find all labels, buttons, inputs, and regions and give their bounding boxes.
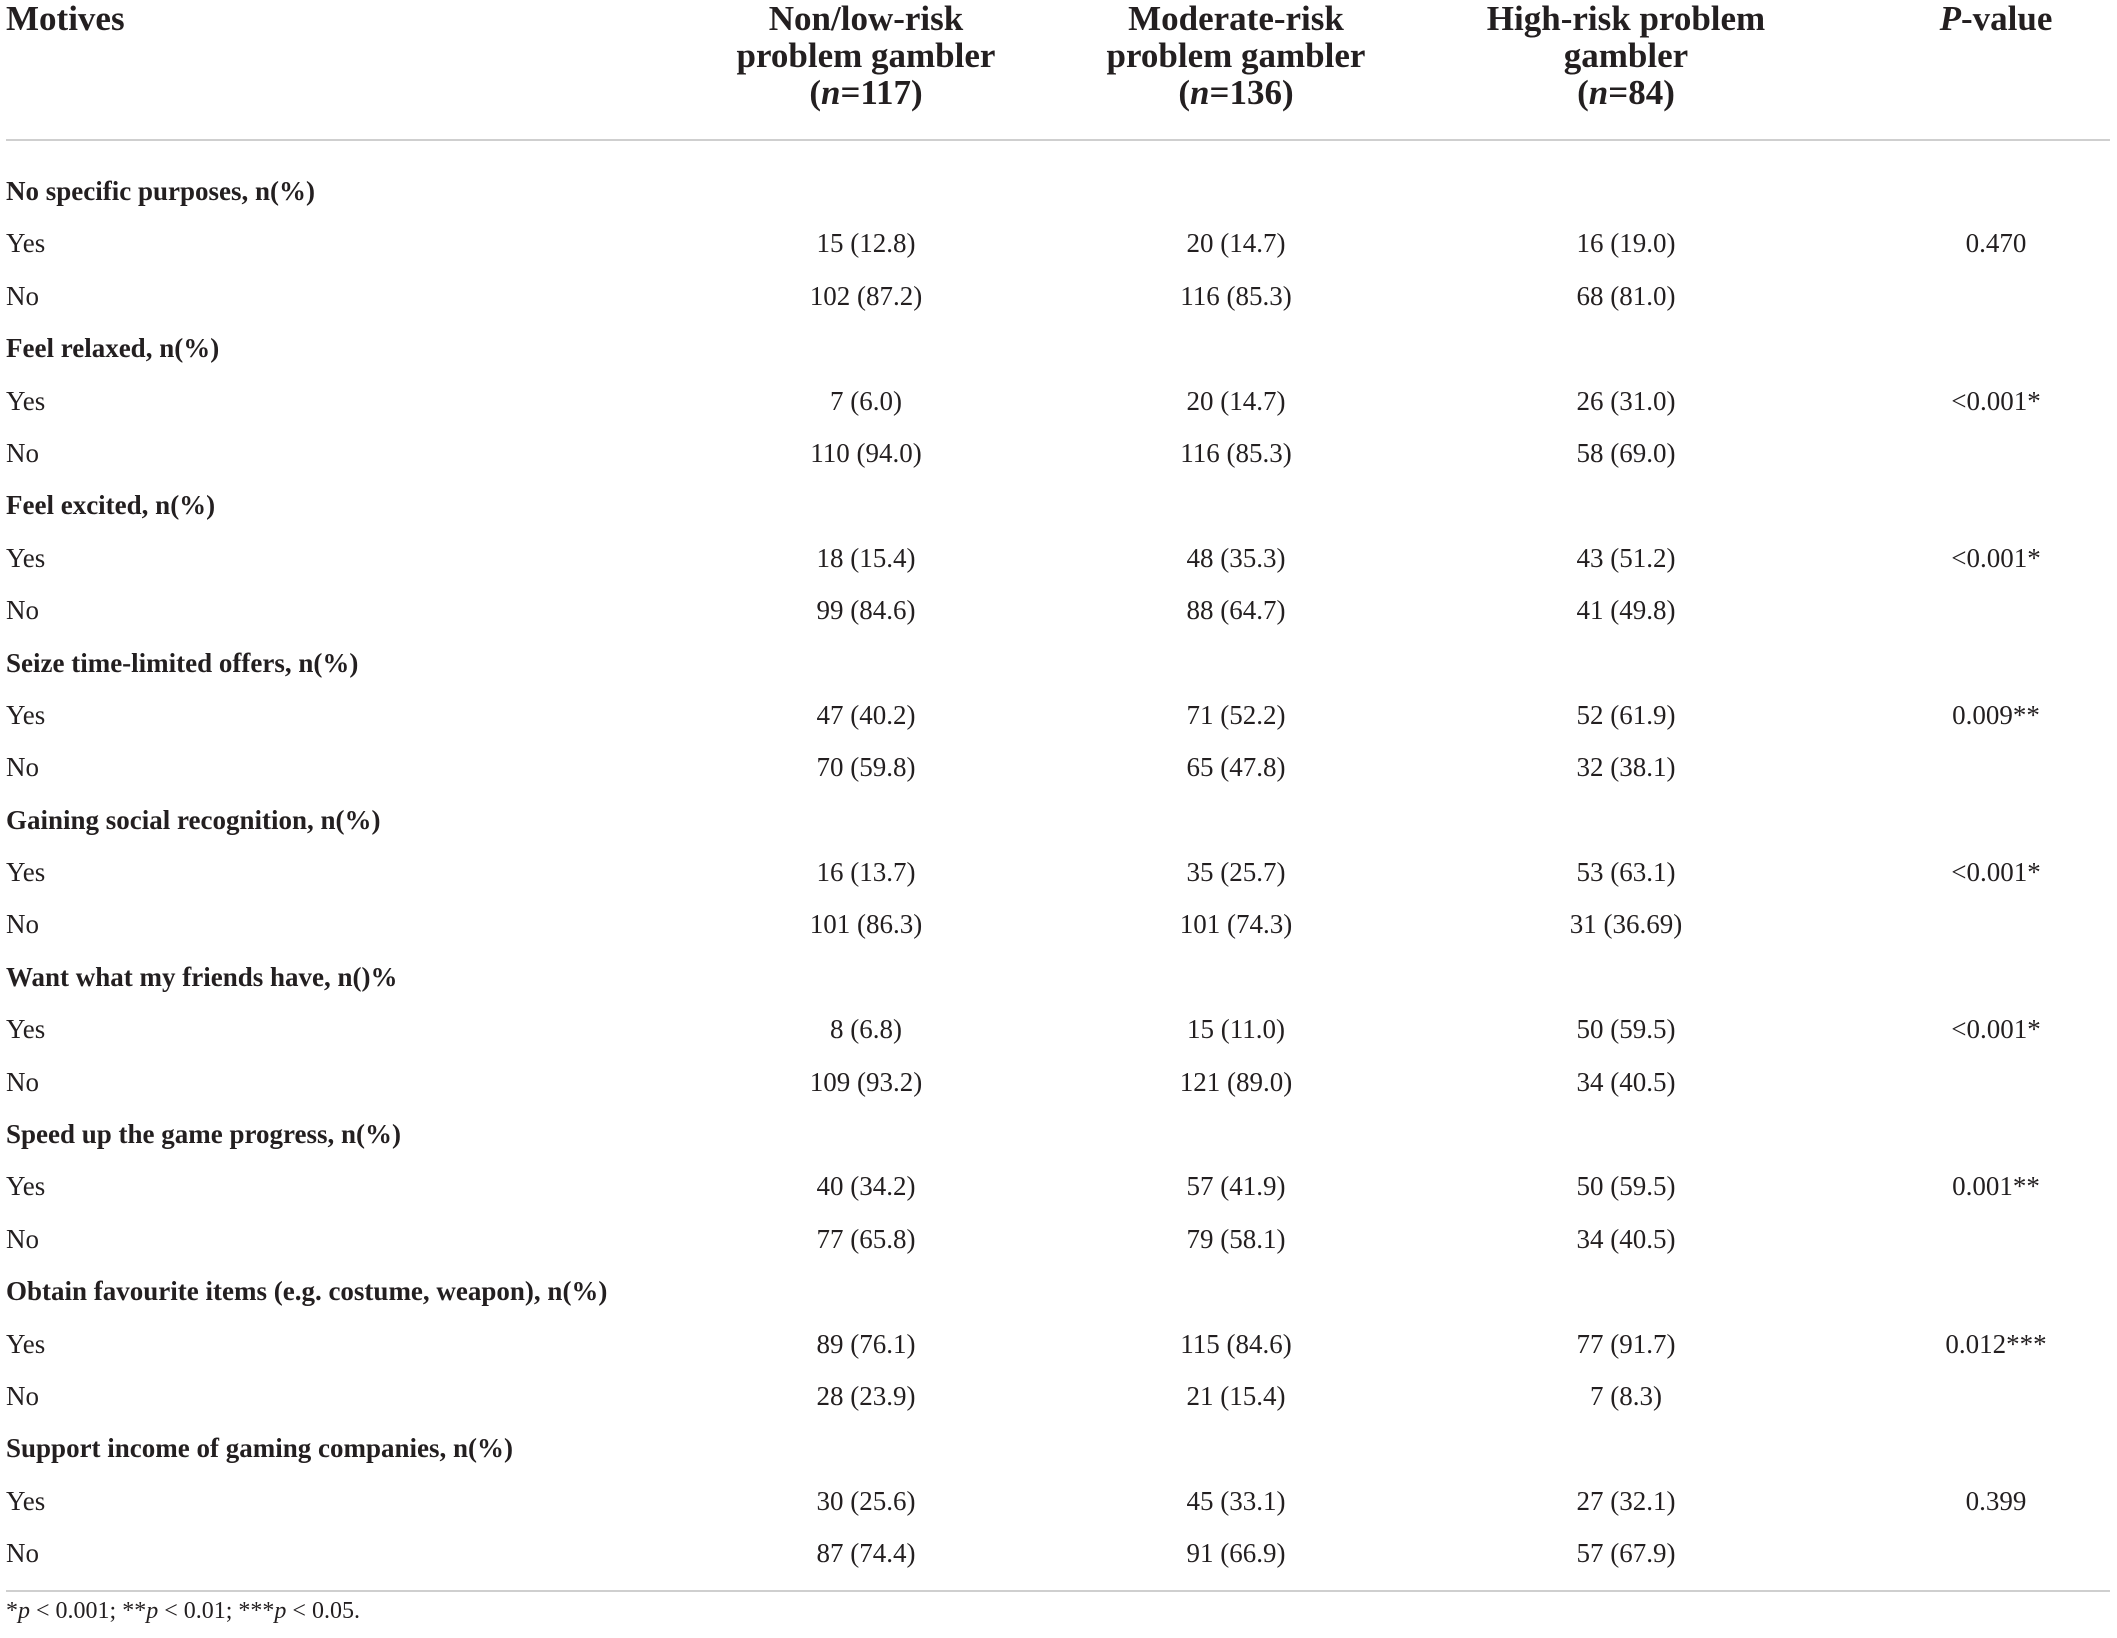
row-label: No — [6, 1538, 39, 1569]
p-value-cell: 0.009** — [1952, 699, 2040, 730]
row-label: Yes — [6, 542, 46, 573]
p-value-cell: <0.001* — [1951, 385, 2041, 416]
section-row — [6, 637, 2110, 689]
header-line: (n=117) — [809, 73, 923, 112]
table-row — [6, 375, 2110, 427]
data-cell: 77 (65.8) — [816, 1223, 916, 1254]
header-line: gambler — [1563, 36, 1689, 75]
section-row — [6, 322, 2110, 374]
data-cell: 31 (36.69) — [1569, 909, 1683, 940]
row-label: Yes — [6, 1485, 46, 1516]
table-row — [6, 1056, 2110, 1108]
header-line: (n=84) — [1577, 73, 1675, 112]
data-cell: 57 (41.9) — [1186, 1171, 1286, 1202]
p-value-cell: <0.001* — [1951, 542, 2041, 573]
data-cell: 57 (67.9) — [1576, 1538, 1676, 1569]
p-value-cell: <0.001* — [1951, 1014, 2041, 1045]
data-cell: 50 (59.5) — [1576, 1171, 1676, 1202]
data-cell: 34 (40.5) — [1576, 1066, 1676, 1097]
data-cell: 27 (32.1) — [1576, 1485, 1676, 1516]
section-row — [6, 1108, 2110, 1160]
table-row — [6, 584, 2110, 636]
row-label: Yes — [6, 857, 46, 888]
section-row — [6, 1265, 2110, 1317]
p-value-cell: <0.001* — [1951, 857, 2041, 888]
data-cell: 115 (84.6) — [1180, 1328, 1292, 1359]
data-cell: 58 (69.0) — [1576, 437, 1676, 468]
row-label: Yes — [6, 228, 46, 259]
header-p-value-text: P-value — [1939, 0, 2053, 38]
data-cell: 7 (8.3) — [1590, 1380, 1662, 1411]
data-cell: 32 (38.1) — [1576, 752, 1676, 783]
data-cell: 101 (86.3) — [809, 909, 923, 940]
header-motives: Motives — [6, 0, 125, 38]
row-label: Yes — [6, 1171, 46, 1202]
data-cell: 109 (93.2) — [809, 1066, 923, 1097]
section-title: Gaining social recognition, n(%) — [6, 804, 381, 835]
row-label: No — [6, 909, 39, 940]
table-row — [6, 1003, 2110, 1055]
header-moderate-risk — [1016, 0, 1456, 111]
data-cell: 116 (85.3) — [1180, 437, 1292, 468]
table-row — [6, 741, 2110, 793]
table-row — [6, 532, 2110, 584]
data-cell: 21 (15.4) — [1186, 1380, 1286, 1411]
row-label: No — [6, 1223, 39, 1254]
data-cell: 70 (59.8) — [816, 752, 916, 783]
table-body — [6, 141, 2110, 1580]
data-cell: 102 (87.2) — [809, 280, 923, 311]
data-cell: 53 (63.1) — [1576, 857, 1676, 888]
data-cell: 68 (81.0) — [1576, 280, 1676, 311]
data-cell: 18 (15.4) — [816, 542, 916, 573]
data-cell: 45 (33.1) — [1186, 1485, 1286, 1516]
table-row — [6, 270, 2110, 322]
data-cell: 87 (74.4) — [816, 1538, 916, 1569]
data-cell: 34 (40.5) — [1576, 1223, 1676, 1254]
header-line: problem gambler — [736, 36, 996, 75]
header-p-value — [1896, 0, 2096, 37]
table-row — [6, 1160, 2110, 1212]
table-row — [6, 898, 2110, 950]
data-cell: 20 (14.7) — [1186, 385, 1286, 416]
section-title: Speed up the game progress, n(%) — [6, 1119, 402, 1150]
row-label: No — [6, 1380, 39, 1411]
data-cell: 89 (76.1) — [816, 1328, 916, 1359]
data-cell: 91 (66.9) — [1186, 1538, 1286, 1569]
section-title: Feel excited, n(%) — [6, 490, 216, 521]
section-title: Seize time-limited offers, n(%) — [6, 647, 359, 678]
row-label: No — [6, 752, 39, 783]
table-row — [6, 1213, 2110, 1265]
row-label: Yes — [6, 699, 46, 730]
data-cell: 7 (6.0) — [830, 385, 902, 416]
data-cell: 77 (91.7) — [1576, 1328, 1676, 1359]
p-value-cell: 0.001** — [1952, 1171, 2040, 1202]
table-row — [6, 846, 2110, 898]
table-row — [6, 1318, 2110, 1370]
data-cell: 101 (74.3) — [1179, 909, 1293, 940]
data-cell: 43 (51.2) — [1576, 542, 1676, 573]
data-cell: 20 (14.7) — [1186, 228, 1286, 259]
section-title: Support income of gaming companies, n(%) — [6, 1433, 514, 1464]
data-cell: 88 (64.7) — [1186, 595, 1286, 626]
data-cell: 110 (94.0) — [810, 437, 922, 468]
row-label: No — [6, 280, 39, 311]
p-value-cell: 0.470 — [1965, 228, 2027, 259]
data-cell: 30 (25.6) — [816, 1485, 916, 1516]
data-cell: 50 (59.5) — [1576, 1014, 1676, 1045]
row-label: No — [6, 1066, 39, 1097]
table-footnote: *p < 0.001; **p < 0.01; ***p < 0.05. — [6, 1598, 360, 1624]
data-cell: 15 (11.0) — [1187, 1014, 1285, 1045]
p-value-cell: 0.399 — [1965, 1485, 2027, 1516]
section-row — [6, 794, 2110, 846]
motives-table — [6, 0, 2110, 1592]
section-title: Obtain favourite items (e.g. costume, weapon), n(%) — [6, 1276, 608, 1307]
table-row — [6, 217, 2110, 269]
header-line: problem gambler — [1106, 36, 1366, 75]
table-header — [6, 0, 2110, 139]
data-cell: 16 (13.7) — [816, 857, 916, 888]
section-row — [6, 165, 2110, 217]
section-row — [6, 479, 2110, 531]
data-cell: 79 (58.1) — [1186, 1223, 1286, 1254]
data-cell: 65 (47.8) — [1186, 752, 1286, 783]
data-cell: 121 (89.0) — [1179, 1066, 1293, 1097]
table-row — [6, 689, 2110, 741]
bottom-rule — [6, 1590, 2110, 1592]
section-title: Want what my friends have, n()% — [6, 961, 398, 992]
header-line: Moderate-risk — [1128, 0, 1344, 38]
section-title: No specific purposes, n(%) — [6, 176, 315, 206]
data-cell: 52 (61.9) — [1576, 699, 1676, 730]
table-row — [6, 1475, 2110, 1527]
table-row — [6, 1370, 2110, 1422]
data-cell: 41 (49.8) — [1576, 595, 1676, 626]
data-cell: 16 (19.0) — [1576, 228, 1676, 259]
data-cell: 71 (52.2) — [1186, 699, 1286, 730]
data-cell: 35 (25.7) — [1186, 857, 1286, 888]
data-cell: 99 (84.6) — [816, 595, 916, 626]
data-cell: 116 (85.3) — [1180, 280, 1292, 311]
row-label: Yes — [6, 385, 46, 416]
data-cell: 28 (23.9) — [816, 1380, 916, 1411]
data-cell: 26 (31.0) — [1576, 385, 1676, 416]
row-label: Yes — [6, 1328, 46, 1359]
data-cell: 15 (12.8) — [816, 228, 916, 259]
p-value-cell: 0.012*** — [1945, 1328, 2047, 1359]
header-line: (n=136) — [1178, 73, 1294, 112]
data-cell: 40 (34.2) — [816, 1171, 916, 1202]
table-row — [6, 1527, 2110, 1579]
section-row — [6, 951, 2110, 1003]
header-line: Non/low-risk — [768, 0, 964, 38]
row-label: No — [6, 437, 39, 468]
data-cell: 48 (35.3) — [1186, 542, 1286, 573]
data-cell: 47 (40.2) — [816, 699, 916, 730]
row-label: No — [6, 595, 39, 626]
header-high-risk — [1406, 0, 1846, 111]
section-row — [6, 1422, 2110, 1474]
section-title: Feel relaxed, n(%) — [6, 333, 220, 364]
table-row — [6, 427, 2110, 479]
header-line: High-risk problem — [1486, 0, 1766, 38]
data-cell: 8 (6.8) — [830, 1014, 902, 1045]
row-label: Yes — [6, 1014, 46, 1045]
